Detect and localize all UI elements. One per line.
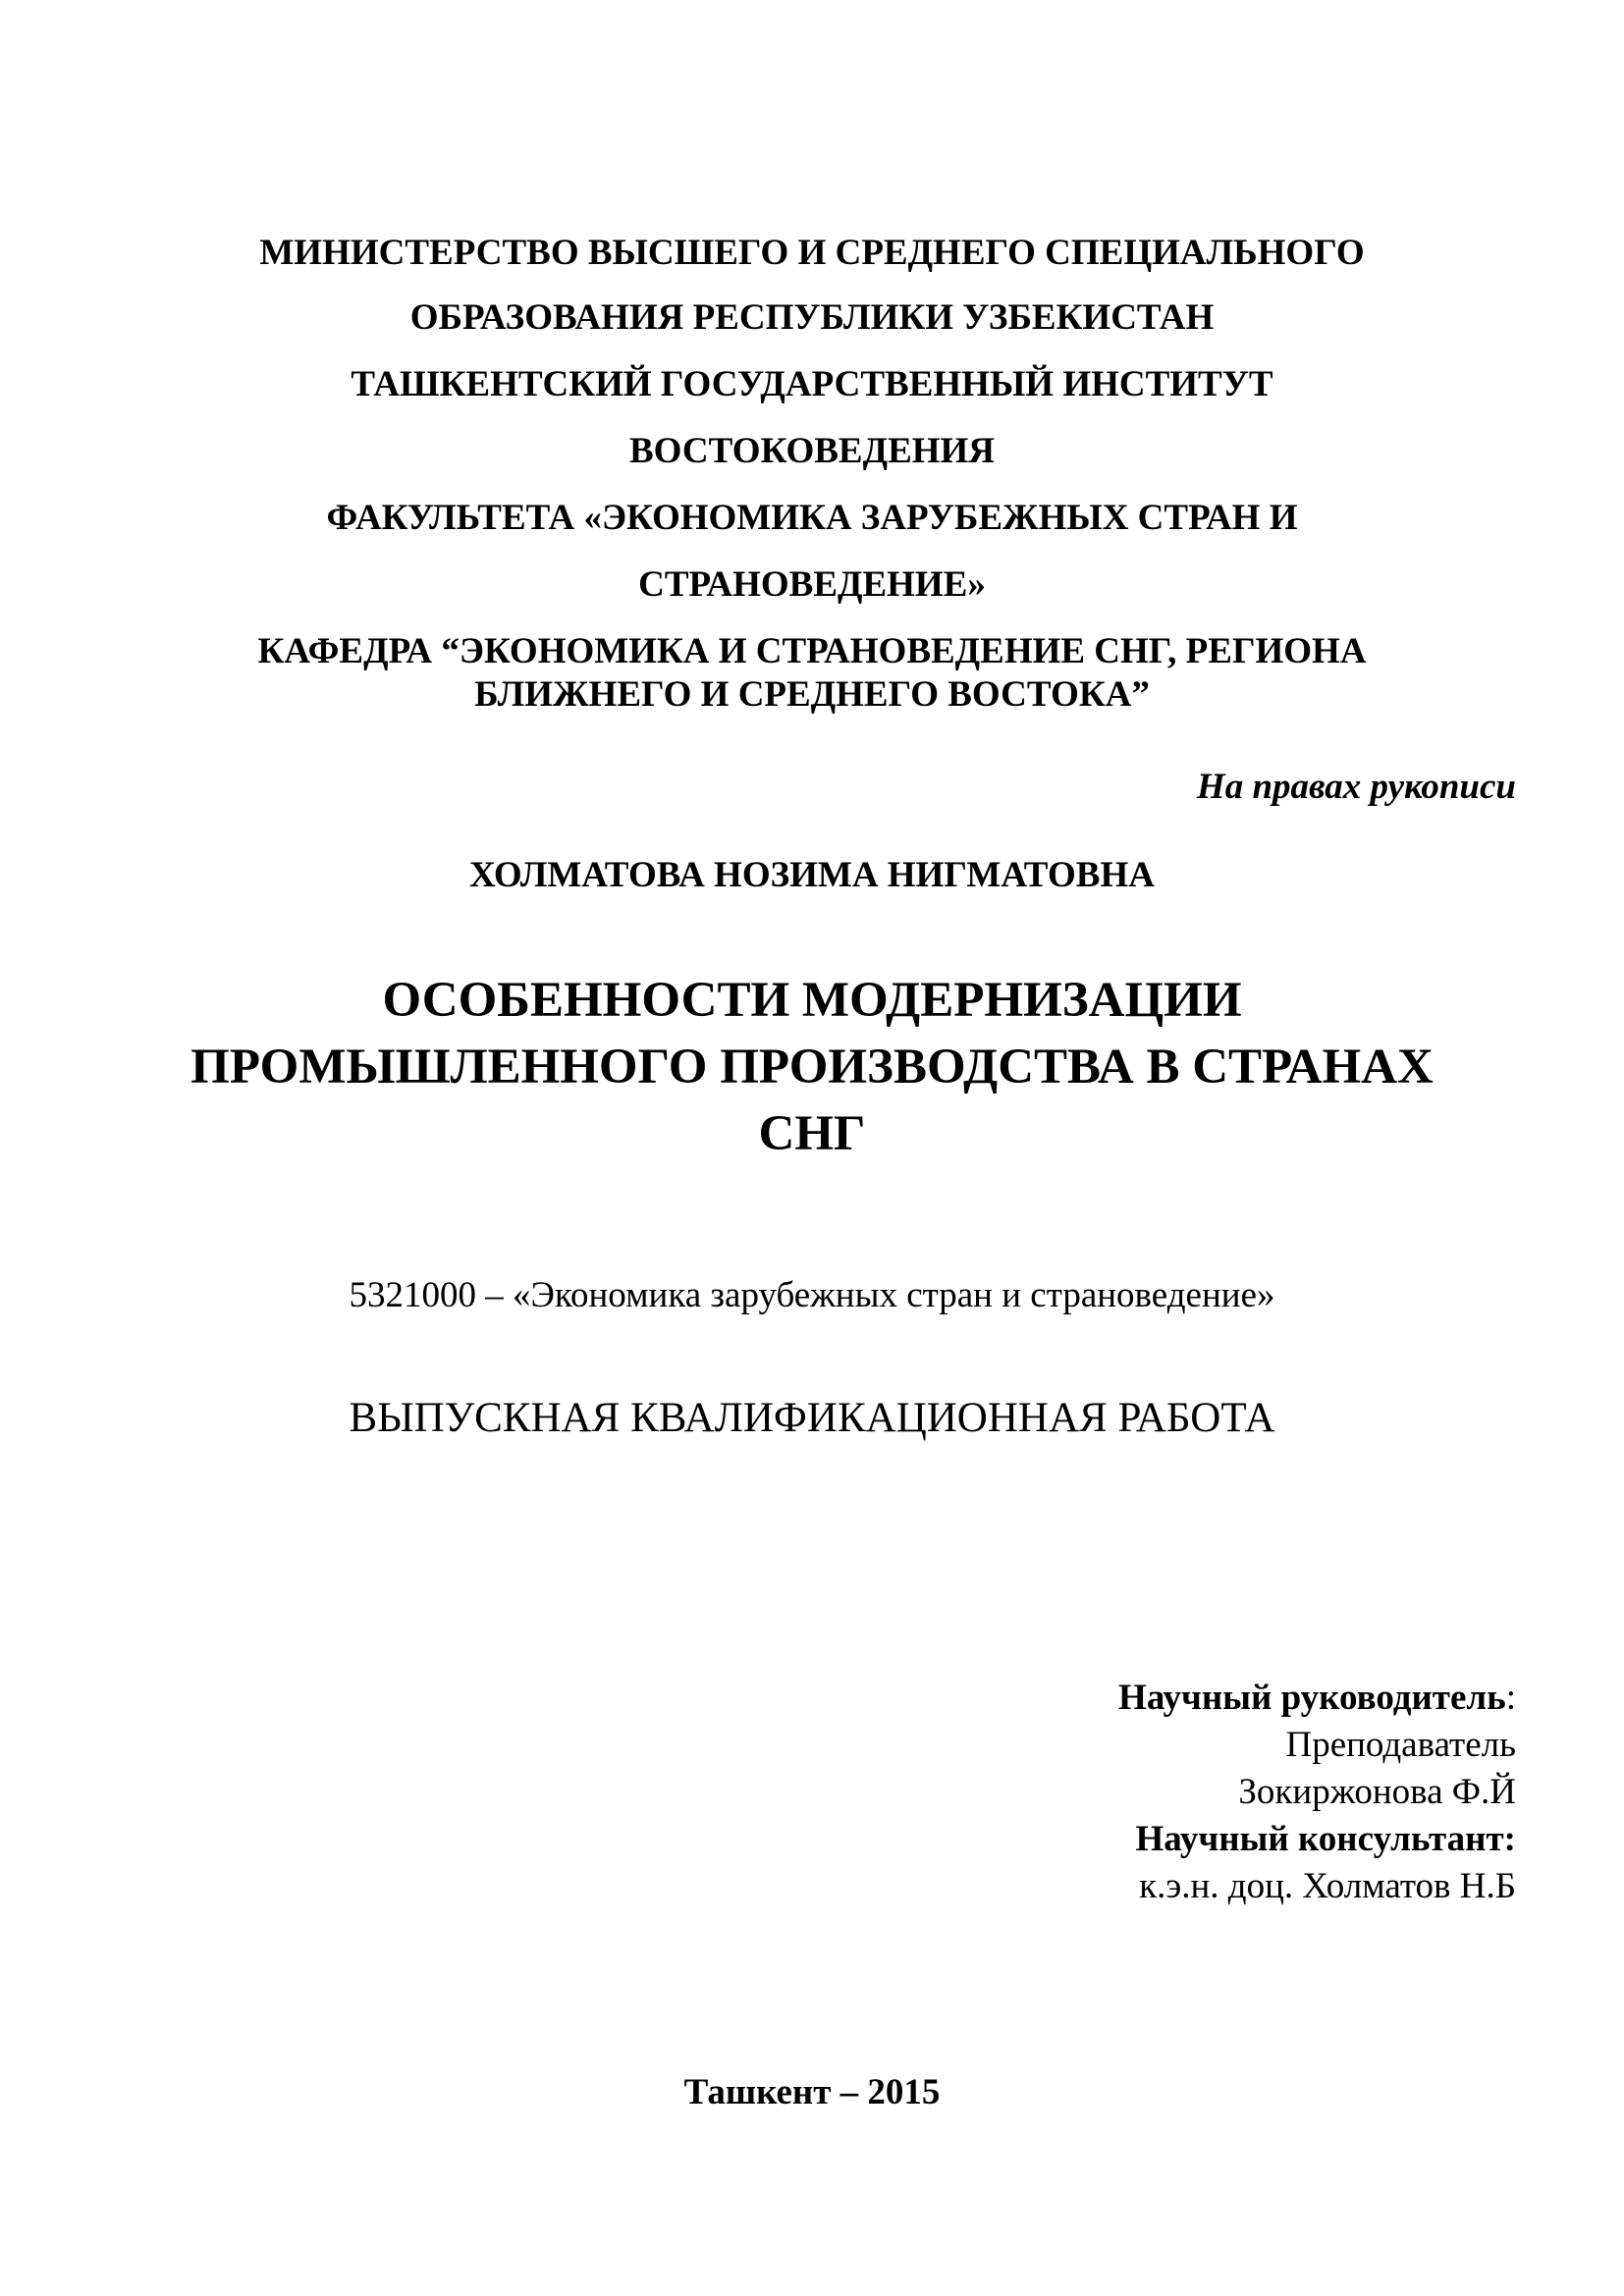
work-type: ВЫПУСКНАЯ КВАЛИФИКАЦИОННАЯ РАБОТА [349, 1395, 1275, 1441]
manuscript-note: На правах рукописи [1196, 767, 1516, 807]
supervisor-colon: : [1505, 1678, 1516, 1718]
title-line-1: ОСОБЕННОСТИ МОДЕРНИЗАЦИИ [382, 973, 1242, 1028]
title-line-3: СНГ [758, 1106, 866, 1161]
supervisor-label: Научный руководитель [1118, 1678, 1506, 1718]
consultant-label: Научный консультант: [1135, 1819, 1516, 1859]
consultant-name: к.э.н. доц. Холматов Н.Б [1139, 1866, 1516, 1906]
header-line-2: ОБРАЗОВАНИЯ РЕСПУБЛИКИ УЗБЕКИСТАН [409, 297, 1215, 338]
header-line-5: ФАКУЛЬТЕТА «ЭКОНОМИКА ЗАРУБЕЖНЫХ СТРАН И [326, 498, 1298, 538]
title-line-2: ПРОМЫШЛЕННОГО ПРОИЗВОДСТВА В СТРАНАХ [190, 1040, 1434, 1095]
header-line-1: МИНИСТЕРСТВО ВЫСШЕГО И СРЕДНЕГО СПЕЦИАЛЬНОГО [259, 233, 1365, 273]
header-line-6: СТРАНОВЕДЕНИЕ» [638, 564, 986, 605]
author-name: ХОЛМАТОВА НОЗИМА НИГМАТОВНА [469, 855, 1155, 895]
header-line-7: КАФЕДРА “ЭКОНОМИКА И СТРАНОВЕДЕНИЕ СНГ, РЕГИОНА [257, 631, 1367, 671]
city-year: Ташкент – 2015 [683, 2072, 941, 2112]
header-line-4: ВОСТОКОВЕДЕНИЯ [628, 431, 996, 471]
supervisor-position: Преподаватель [1285, 1725, 1516, 1765]
header-line-3: ТАШКЕНТСКИЙ ГОСУДАРСТВЕННЫЙ ИНСТИТУТ [351, 364, 1273, 404]
supervisor-name: Зокиржонова Ф.Й [1238, 1772, 1516, 1812]
header-line-8: БЛИЖНЕГО И СРЕДНЕГО ВОСТОКА” [474, 674, 1150, 715]
supervisor-label-line [1118, 1677, 1516, 1719]
specialty-code: 5321000 – «Экономика зарубежных стран и страноведение» [349, 1275, 1275, 1315]
